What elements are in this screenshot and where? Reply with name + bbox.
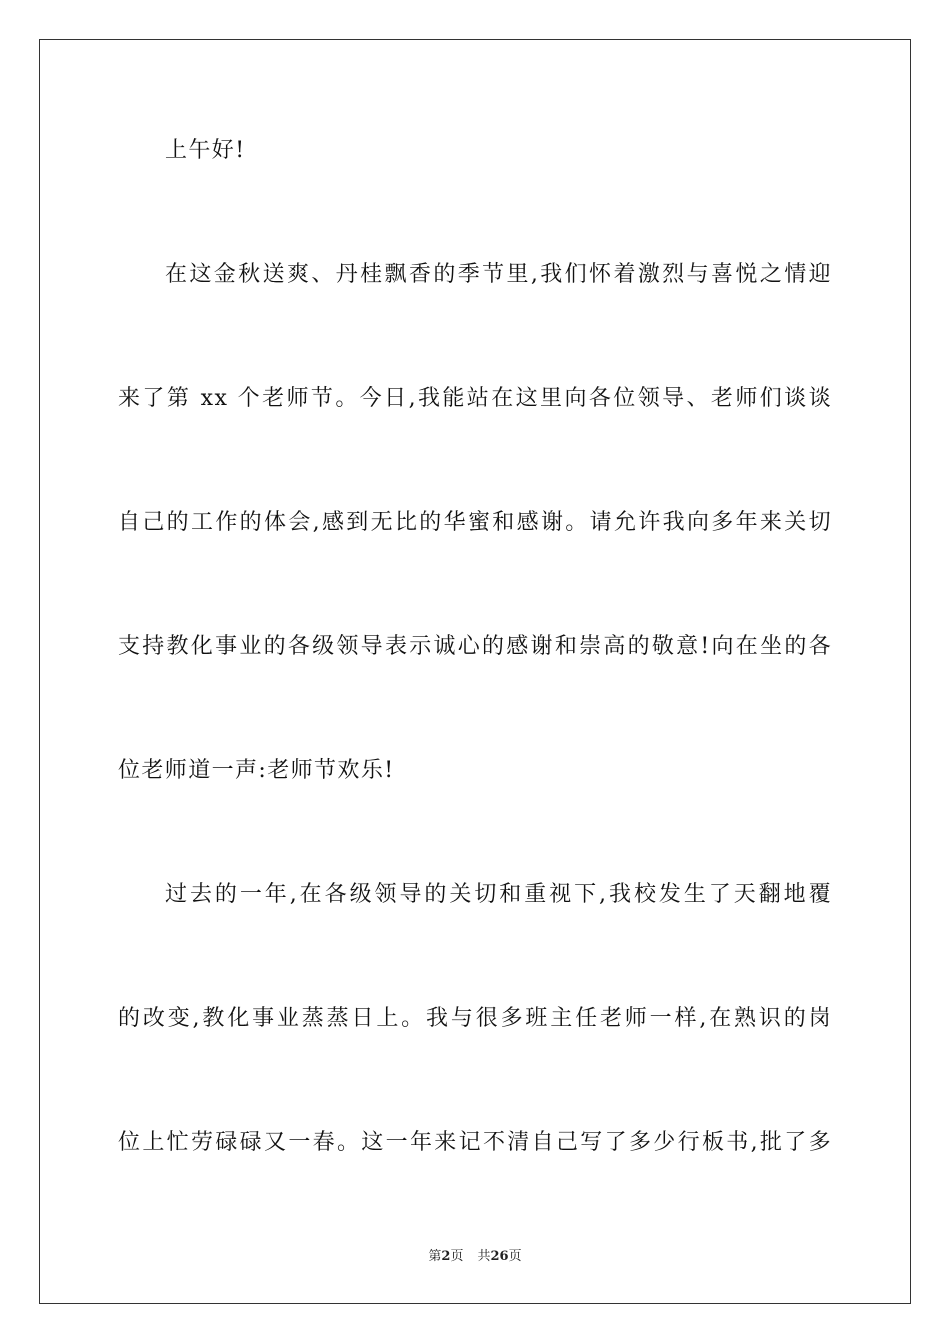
- paragraph-line: 过去的一年,在各级领导的关切和重视下,我校发生了天翻地覆: [165, 882, 832, 907]
- page-suffix: 页: [450, 1249, 464, 1264]
- paragraph-line: 来了第 xx 个老师节。今日,我能站在这里向各位领导、老师们谈谈: [118, 386, 832, 411]
- total-prefix: 共: [477, 1249, 491, 1264]
- paragraph-line: 在这金秋送爽、丹桂飘香的季节里,我们怀着激烈与喜悦之情迎: [165, 262, 832, 287]
- total-suffix: 页: [508, 1249, 522, 1264]
- paragraph-line: 自己的工作的体会,感到无比的华蜜和感谢。请允许我向多年来关切: [118, 510, 832, 535]
- greeting-line: 上午好!: [165, 138, 246, 163]
- paragraph-line: 支持教化事业的各级领导表示诚心的感谢和崇高的敬意!向在坐的各: [118, 634, 832, 659]
- paragraph-line: 位上忙劳碌碌又一春。这一年来记不清自己写了多少行板书,批了多: [118, 1130, 832, 1155]
- page-current: 2: [441, 1249, 451, 1264]
- page-total: 26: [490, 1249, 509, 1264]
- paragraph-line: 位老师道一声:老师节欢乐!: [118, 758, 395, 783]
- page-footer: [0, 1248, 950, 1266]
- paragraph-line: 的改变,教化事业蒸蒸日上。我与很多班主任老师一样,在熟识的岗: [118, 1006, 832, 1031]
- page-prefix: 第: [428, 1249, 442, 1264]
- page-border: [39, 39, 911, 1304]
